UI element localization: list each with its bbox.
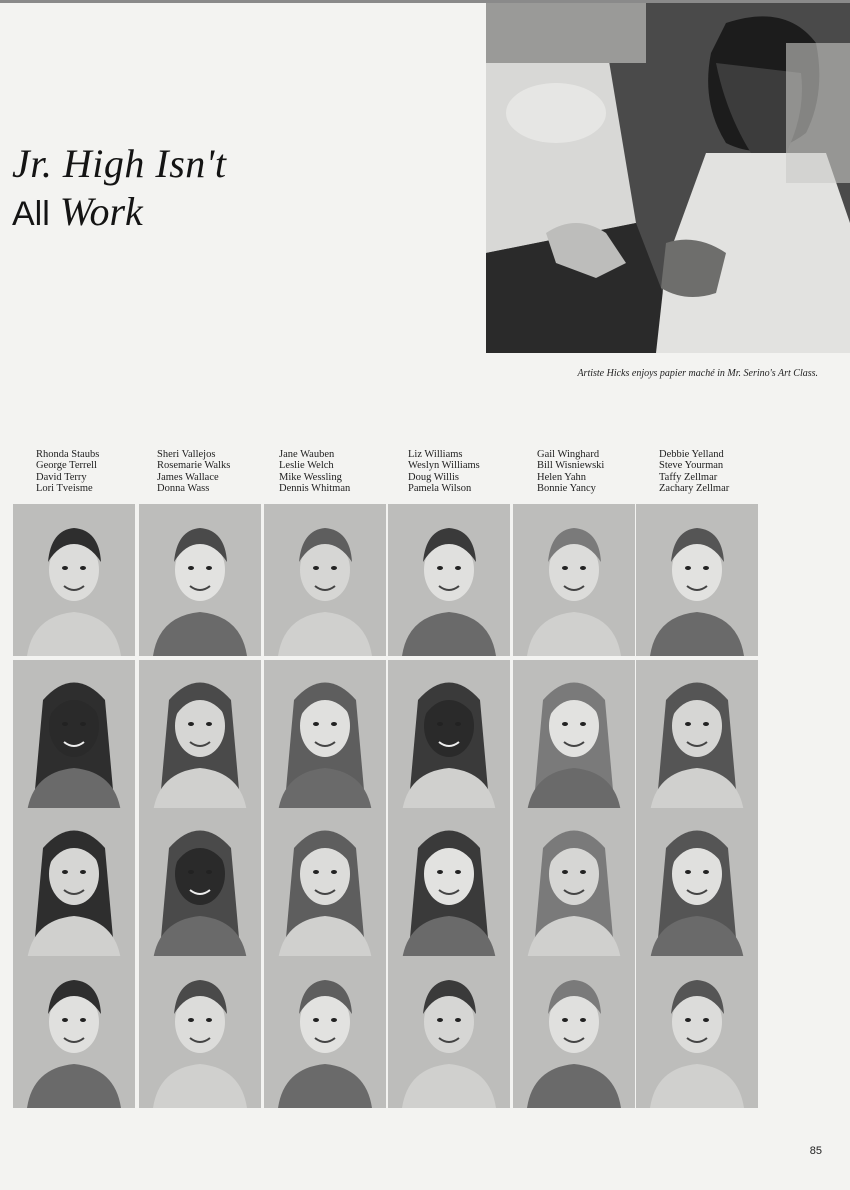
student-name: Mike Wessling xyxy=(279,471,342,483)
student-portrait xyxy=(388,808,510,960)
student-name: Bill Wisniewski xyxy=(537,460,605,472)
student-name: Doug Willis xyxy=(408,471,460,483)
student-name: Steve Yourman xyxy=(659,460,724,472)
student-portrait xyxy=(636,504,758,656)
feature-photo xyxy=(486,3,850,353)
name-column-1 xyxy=(36,449,99,494)
student-name: Rhonda Staubs xyxy=(36,449,100,460)
student-name: Jane Wauben xyxy=(279,449,335,460)
name-column-5 xyxy=(537,449,604,494)
student-name: Rosemarie Walks xyxy=(157,460,231,472)
photo-caption: Artiste Hicks enjoys papier maché in Mr. Serino's Art Class. xyxy=(577,368,818,379)
student-portrait xyxy=(13,808,135,960)
student-name: Liz Williams xyxy=(408,449,463,460)
student-portrait xyxy=(264,956,386,1108)
student-portrait xyxy=(13,956,135,1108)
student-portrait xyxy=(513,956,635,1108)
student-portrait xyxy=(636,660,758,812)
student-name: Helen Yahn xyxy=(537,471,586,483)
page-title xyxy=(12,140,226,238)
name-column-3 xyxy=(279,449,350,494)
student-name: Gail Winghard xyxy=(537,449,600,460)
title-line-2 xyxy=(12,188,226,238)
student-portrait xyxy=(513,504,635,656)
student-portrait xyxy=(264,808,386,960)
student-portrait xyxy=(636,956,758,1108)
student-portrait xyxy=(264,504,386,656)
student-name: David Terry xyxy=(36,471,87,483)
student-portrait xyxy=(13,504,135,656)
student-portrait xyxy=(139,808,261,960)
student-name: James Wallace xyxy=(157,471,219,483)
student-name: Lori Tveisme xyxy=(36,482,93,494)
student-portrait xyxy=(513,660,635,812)
page-number: 85 xyxy=(809,1145,822,1157)
student-portrait xyxy=(388,956,510,1108)
title-word-work: Work xyxy=(59,189,143,234)
student-name: Leslie Welch xyxy=(279,460,334,472)
student-name: Debbie Yelland xyxy=(659,449,724,460)
student-name: Pamela Wilson xyxy=(408,482,472,494)
student-portrait xyxy=(139,956,261,1108)
title-line-1: Jr. High Isn't xyxy=(12,141,227,186)
title-word-all: All xyxy=(12,195,50,233)
student-portrait xyxy=(139,504,261,656)
name-column-6 xyxy=(659,449,729,494)
student-name: George Terrell xyxy=(36,460,97,472)
portrait-grid xyxy=(13,504,757,1106)
student-name: Bonnie Yancy xyxy=(537,482,596,494)
student-name: Sheri Vallejos xyxy=(157,449,216,460)
student-portrait xyxy=(13,660,135,812)
student-portrait xyxy=(264,660,386,812)
name-column-4 xyxy=(408,449,480,494)
student-name: Donna Wass xyxy=(157,482,210,494)
student-name: Weslyn Williams xyxy=(408,460,480,472)
student-name: Taffy Zellmar xyxy=(659,471,718,483)
student-name: Dennis Whitman xyxy=(279,482,351,494)
student-portrait xyxy=(636,808,758,960)
student-portrait xyxy=(388,660,510,812)
student-portrait xyxy=(513,808,635,960)
student-portrait xyxy=(139,660,261,812)
student-portrait xyxy=(388,504,510,656)
student-name: Zachary Zellmar xyxy=(659,482,730,494)
name-column-2 xyxy=(157,449,230,494)
